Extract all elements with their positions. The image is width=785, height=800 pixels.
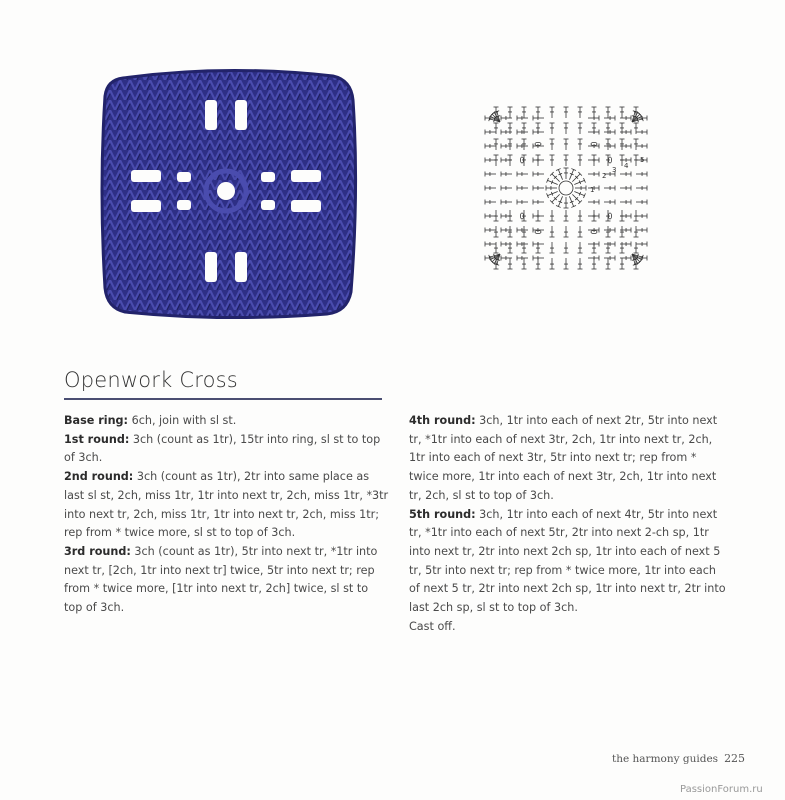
title-rule [64, 398, 382, 400]
instruction-round-1: 1st round: 3ch (count as 1tr), 15tr into ring, sl st to top of 3ch. [64, 432, 381, 465]
instruction-round-4: 4th round: 3ch, 1tr into each of next 2tr, 5tr into next tr, *1tr into each of next 3tr, 2ch, 1tr into next tr, 2ch, 1tr into each of next 3tr, 5tr into next tr; rep from * twice more, 1tr into each of next 3tr, 2ch, 1tr into next tr, 2ch, sl st to top of 3ch. [409, 414, 718, 502]
instructions-right-column [409, 412, 729, 636]
page-number: 225 [724, 752, 746, 765]
instructions-left-column [64, 412, 389, 618]
round-number-label: 5 [640, 156, 645, 164]
instruction-round-5: 5th round: 3ch, 1tr into each of next 4tr, 5tr into next tr, *1tr into each of next 5tr, 2tr into next 2-ch sp, 1tr into next tr, 2tr into next 2ch sp, 1tr into each of next 5 tr, 5tr into next tr; rep from * twice more, 1tr into each of next 5 tr, 2tr into next 2ch sp, 1tr into next tr, 2tr into last 2ch sp, sl st to top of 3ch. [409, 507, 726, 615]
pattern-title: Openwork Cross [64, 368, 238, 392]
round-number-label: 3 [612, 166, 617, 174]
crochet-chart-diagram [470, 92, 662, 284]
crochet-sample-photo [95, 60, 360, 325]
chart-stitch-mark [637, 118, 638, 122]
chart-stitch-mark [494, 254, 495, 258]
page-footer [612, 752, 745, 765]
instruction-base-ring: Base ring: 6ch, join with sl st. [64, 414, 237, 427]
chart-stitch-mark [496, 116, 500, 117]
round-number-label: 4 [624, 162, 629, 170]
watermark: PassionForum.ru [680, 784, 763, 795]
round-number-label: 1 [590, 186, 595, 194]
round-number-label: 2 [602, 172, 607, 180]
instruction-round-2: 2nd round: 3ch (count as 1tr), 2tr into same place as last sl st, 2ch, miss 1tr, 1tr into next tr, 2ch, miss 1tr, *3tr into next tr, 2ch, miss 1tr, 1tr into next tr, 2ch, miss 1tr; rep from * twice more, sl st to top of 3ch. [64, 470, 389, 540]
chart-stitch-mark [632, 259, 636, 260]
instruction-cast-off: Cast off. [409, 619, 456, 633]
instruction-round-3: 3rd round: 3ch (count as 1tr), 5tr into next tr, *1tr into next tr, [2ch, 1tr into next tr] twice, 5tr into next tr; rep from * twice more, [1tr into next tr, 2ch] twice, sl st to top of 3ch. [64, 544, 378, 615]
book-title: the harmony guides [612, 753, 719, 765]
